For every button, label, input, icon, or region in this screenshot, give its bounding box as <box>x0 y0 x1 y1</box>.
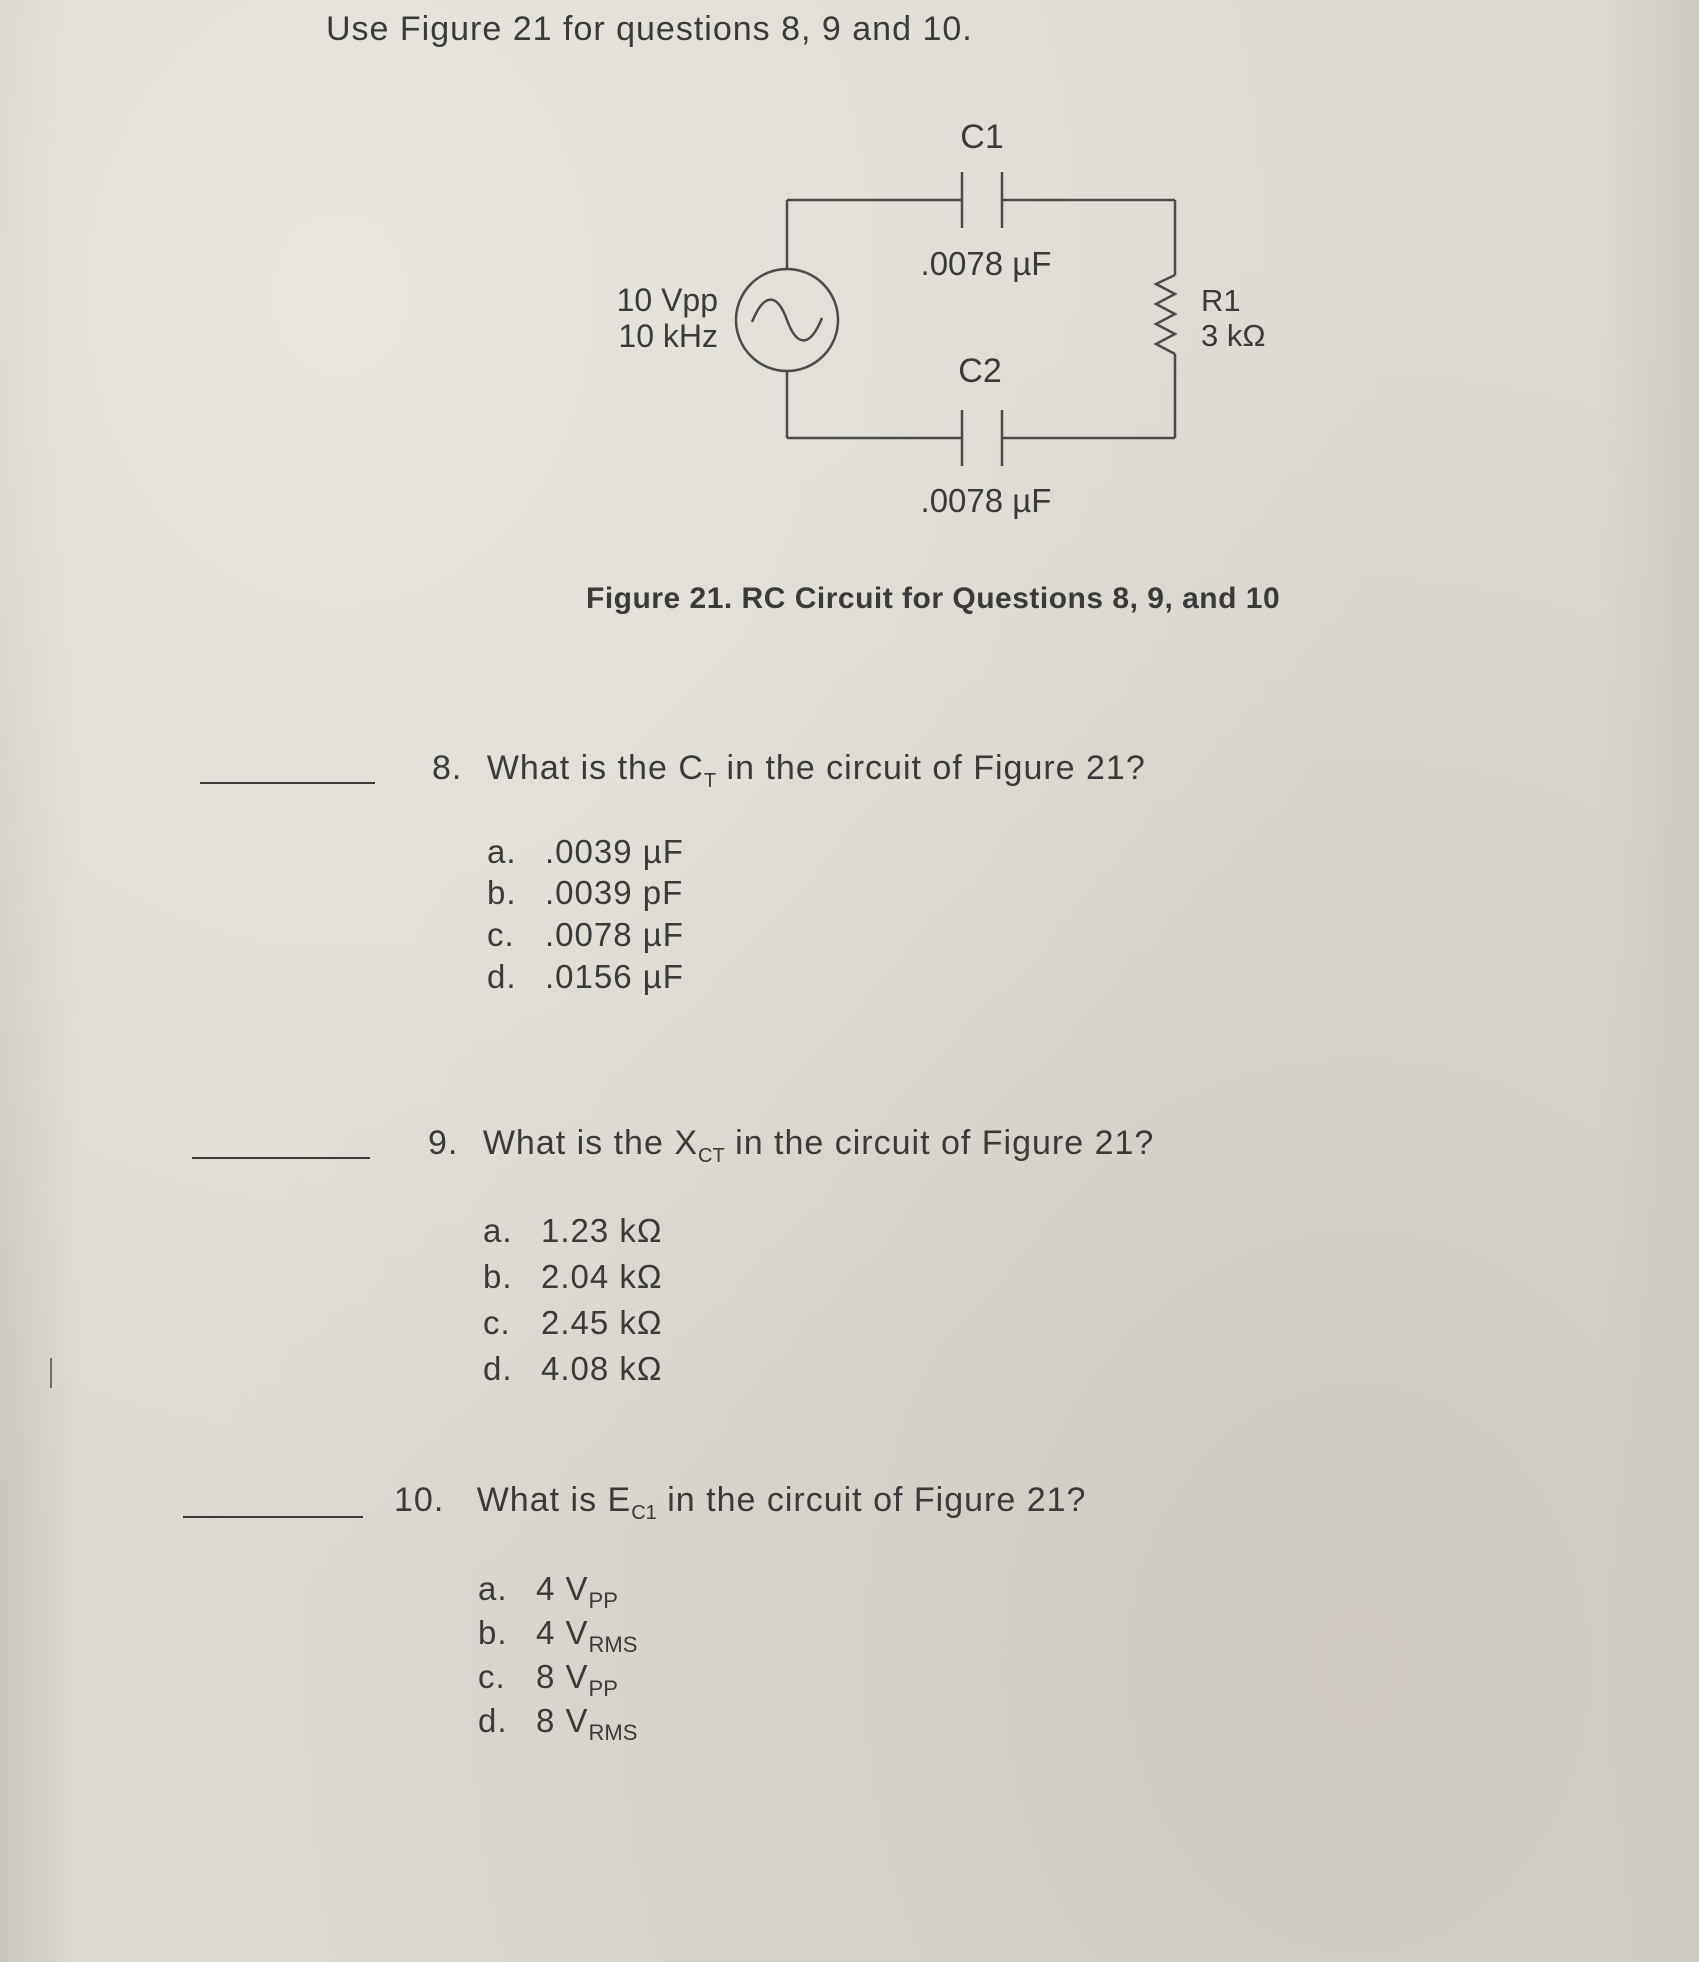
c1-value: .0078 µF <box>920 245 1052 282</box>
q8-option-b[interactable]: b. .0039 pF <box>487 874 684 911</box>
question-text-end: in the circuit of Figure 21? <box>716 749 1146 787</box>
q10-option-c[interactable]: c. 8 $V_{PP}$ <box>478 1658 618 1701</box>
source-frequency: 10 kHz <box>618 318 718 354</box>
instruction-text: Use Figure 21 for questions 8, 9 and 10. <box>326 10 973 48</box>
q8-option-d[interactable]: d. .0156 µF <box>487 958 684 995</box>
question-text: What is the C <box>486 749 704 787</box>
question-8 <box>432 749 1146 793</box>
q8-option-a[interactable]: a. .0039 µF <box>487 833 684 870</box>
c2-name: C2 <box>958 352 1002 390</box>
q10-option-d[interactable]: d. 8 $V_{RMS}$ <box>478 1702 638 1745</box>
c2-value: .0078 µF <box>920 482 1052 519</box>
answer-blank-q9[interactable] <box>192 1157 370 1159</box>
question-text: What is the X <box>482 1124 699 1162</box>
q8-option-c[interactable]: c. .0078 µF <box>487 916 684 953</box>
figure-caption: Figure 21. RC Circuit for Questions 8, 9, and 10 <box>586 582 1281 615</box>
rc-circuit-diagram <box>560 110 1320 530</box>
q9-option-b[interactable]: b. 2.04 kΩ <box>483 1258 663 1295</box>
q9-option-c[interactable]: c. 2.45 kΩ <box>483 1304 663 1341</box>
question-text-end: in the circuit of Figure 21? <box>656 1481 1087 1519</box>
margin-mark <box>50 1358 52 1388</box>
source-voltage: 10 Vpp <box>616 282 718 318</box>
question-subscript: T <box>703 770 717 792</box>
question-subscript: C1 <box>631 1502 657 1524</box>
c1-name: C1 <box>960 118 1004 156</box>
q10-option-a[interactable]: a. 4 $V_{PP}$ <box>478 1570 618 1613</box>
question-number: 9. <box>428 1124 459 1162</box>
r1-value: 3 kΩ <box>1201 318 1266 353</box>
answer-blank-q10[interactable] <box>183 1516 363 1518</box>
sine-wave-icon <box>752 300 822 341</box>
question-subscript: CT <box>698 1145 725 1167</box>
q10-option-b[interactable]: b. 4 $V_{RMS}$ <box>478 1614 638 1657</box>
r1-name: R1 <box>1201 283 1241 318</box>
question-text: What is E <box>476 1481 632 1519</box>
answer-blank-q8[interactable] <box>200 782 375 784</box>
question-text-end: in the circuit of Figure 21? <box>724 1124 1155 1162</box>
question-number: 8. <box>432 749 463 787</box>
question-number: 10. <box>394 1481 445 1519</box>
q9-option-a[interactable]: a. 1.23 kΩ <box>483 1212 663 1249</box>
question-9 <box>428 1124 1154 1168</box>
q9-option-d[interactable]: d. 4.08 kΩ <box>483 1350 663 1387</box>
r1-zigzag <box>1156 275 1175 354</box>
question-10 <box>394 1481 1086 1525</box>
